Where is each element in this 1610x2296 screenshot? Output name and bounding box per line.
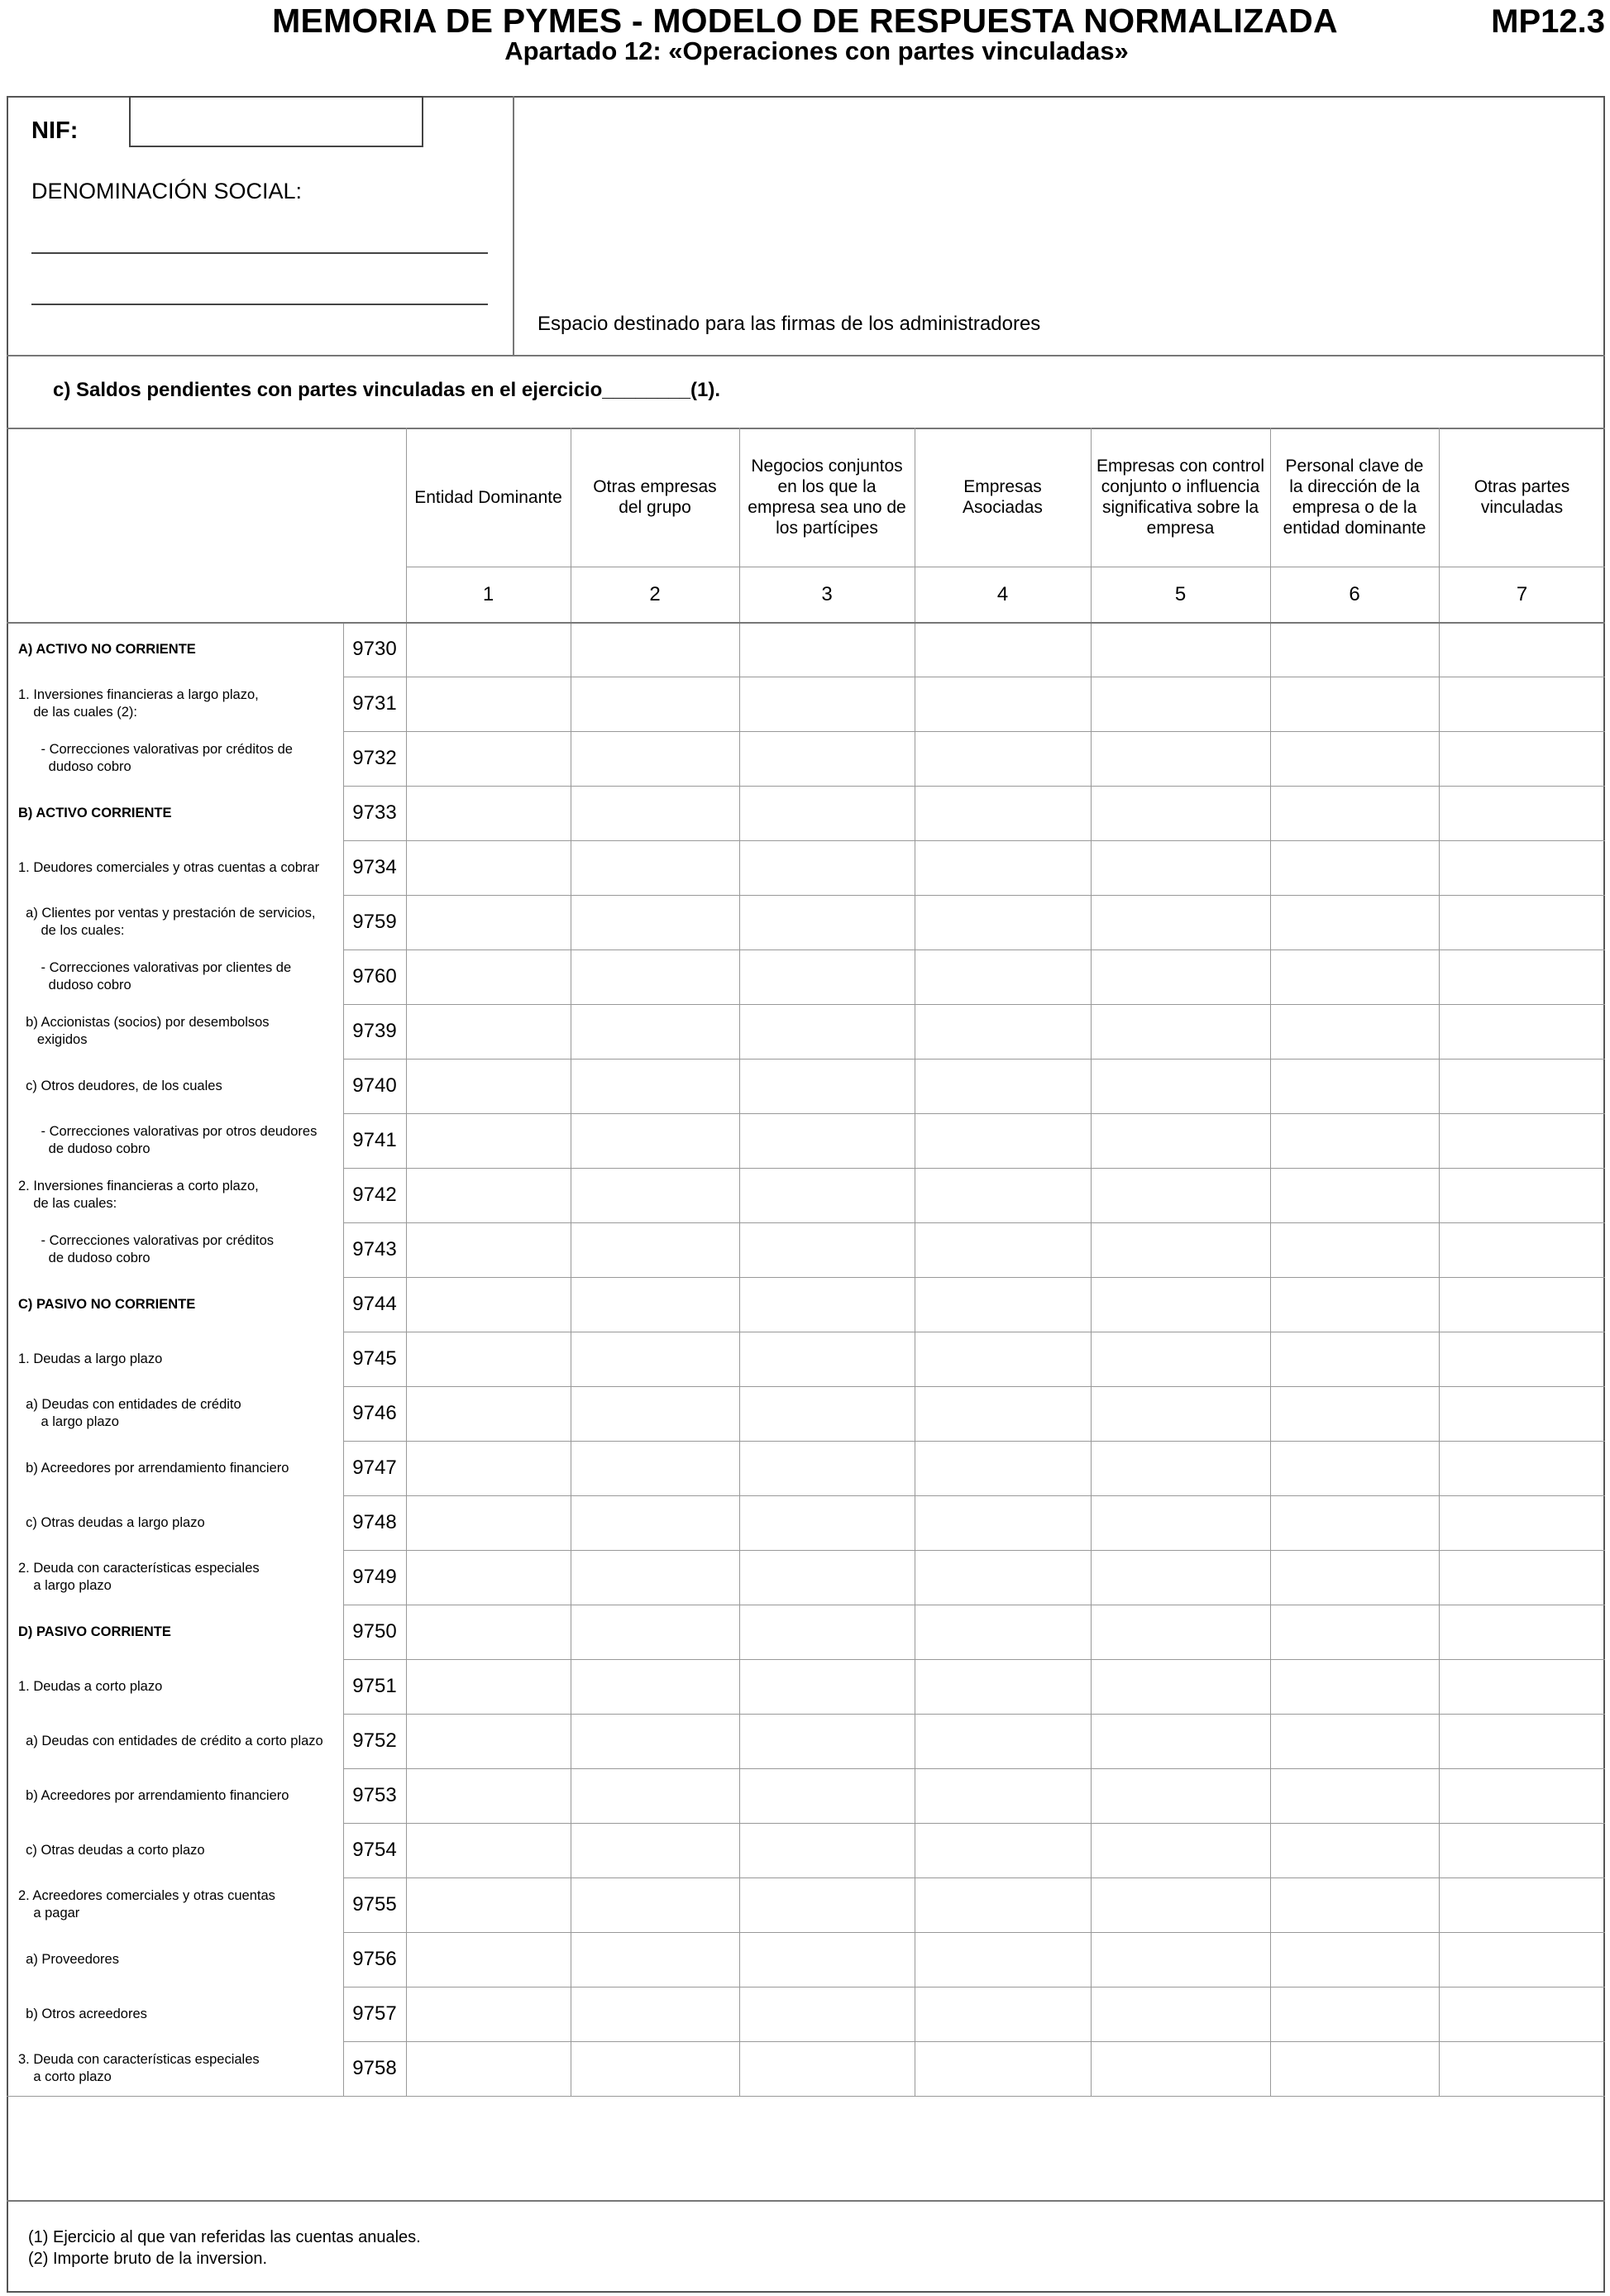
- column-number-2: 2: [649, 582, 661, 605]
- row-code: 9752: [352, 1729, 397, 1752]
- table-cell-input[interactable]: [1091, 1441, 1270, 1495]
- row-label: c) Otras deudas a corto plazo: [18, 1842, 205, 1858]
- row-code: 9740: [352, 1074, 397, 1097]
- table-cell-input[interactable]: [1439, 1932, 1605, 1987]
- row-code: 9733: [352, 801, 397, 824]
- table-cell-input[interactable]: [1270, 731, 1439, 786]
- table-cell-input[interactable]: [1091, 1932, 1270, 1987]
- table-cell-input[interactable]: [1091, 731, 1270, 786]
- table-cell-input[interactable]: [739, 949, 915, 1004]
- row-label: a) Proveedores: [18, 1951, 119, 1967]
- table-cell-input[interactable]: [1270, 2041, 1439, 2096]
- table-cell-input[interactable]: [1270, 1495, 1439, 1550]
- table-cell-input[interactable]: [571, 786, 739, 840]
- footnotes-top-border: [7, 2200, 1605, 2202]
- column-number-3: 3: [821, 582, 833, 605]
- table-cell-input[interactable]: [1091, 895, 1270, 949]
- row-code: 9745: [352, 1347, 397, 1370]
- table-cell-input[interactable]: [571, 1332, 739, 1386]
- form-code: MP12.3: [1491, 3, 1605, 40]
- table-cell-input[interactable]: [406, 1168, 571, 1222]
- table-cell-input[interactable]: [915, 895, 1091, 949]
- table-cell-input[interactable]: [739, 1495, 915, 1550]
- table-cell-input[interactable]: [915, 1987, 1091, 2041]
- row-label: a) Clientes por ventas y prestación de servicios, de los cuales:: [26, 906, 316, 938]
- row-code: 9753: [352, 1784, 397, 1806]
- table-cell-input[interactable]: [1091, 1987, 1270, 2041]
- table-cell-input[interactable]: [1270, 1168, 1439, 1222]
- table-cell-input[interactable]: [739, 895, 915, 949]
- table-cell-input[interactable]: [915, 1222, 1091, 1277]
- row-code: 9758: [352, 2057, 397, 2079]
- table-cell-input[interactable]: [915, 1441, 1091, 1495]
- table-cell-input[interactable]: [571, 895, 739, 949]
- table-cell-input[interactable]: [1270, 1823, 1439, 1877]
- row-label: a) Deudas con entidades de crédito a corto plazo: [18, 1733, 323, 1748]
- table-cell-input[interactable]: [1270, 1386, 1439, 1441]
- table-cell-input[interactable]: [406, 1059, 571, 1113]
- table-cell-input[interactable]: [1091, 1605, 1270, 1659]
- table-cell-input[interactable]: [406, 1113, 571, 1168]
- table-cell-input[interactable]: [571, 1823, 739, 1877]
- section-title: c) Saldos pendientes con partes vinculadas en el ejercicio________(1).: [53, 379, 721, 401]
- table-cell-input[interactable]: [739, 1332, 915, 1386]
- table-cell-input[interactable]: [1439, 786, 1605, 840]
- table-cell-input[interactable]: [915, 1823, 1091, 1877]
- table-cell-input[interactable]: [1091, 1877, 1270, 1932]
- table-cell-input[interactable]: [1439, 1823, 1605, 1877]
- table-cell-input[interactable]: [406, 1768, 571, 1823]
- table-cell-input[interactable]: [406, 2041, 571, 2096]
- table-cell-input[interactable]: [571, 1059, 739, 1113]
- table-cell-input[interactable]: [915, 840, 1091, 895]
- table-cell-input[interactable]: [571, 731, 739, 786]
- column-header-6: Personal clave de la dirección de la empresa o de la entidad dominante: [1283, 457, 1426, 538]
- table-cell-input[interactable]: [406, 622, 571, 677]
- table-cell-input[interactable]: [1091, 1113, 1270, 1168]
- column-number-6: 6: [1349, 582, 1360, 605]
- row-code: 9739: [352, 1020, 397, 1042]
- column-header-2: Otras empresas del grupo: [593, 477, 717, 517]
- table-cell-input[interactable]: [571, 1222, 739, 1277]
- table-cell-input[interactable]: [1091, 1222, 1270, 1277]
- table-cell-input[interactable]: [406, 1714, 571, 1768]
- row-label: b) Acreedores por arrendamiento financiero: [18, 1460, 289, 1476]
- table-cell-input[interactable]: [1091, 1714, 1270, 1768]
- table-cell-input[interactable]: [1439, 840, 1605, 895]
- table-cell-input[interactable]: [739, 1605, 915, 1659]
- table-cell-input[interactable]: [739, 1441, 915, 1495]
- table-cell-input[interactable]: [1091, 1659, 1270, 1714]
- row-code: 9730: [352, 638, 397, 660]
- table-cell-input[interactable]: [1091, 840, 1270, 895]
- row-label: 2. Acreedores comerciales y otras cuentas a pagar: [18, 1888, 275, 1921]
- table-cell-input[interactable]: [739, 1768, 915, 1823]
- table-cell-input[interactable]: [1270, 1987, 1439, 2041]
- table-cell-input[interactable]: [915, 1768, 1091, 1823]
- table-cell-input[interactable]: [739, 1386, 915, 1441]
- table-cell-input[interactable]: [1091, 677, 1270, 731]
- table-cell-input[interactable]: [915, 1059, 1091, 1113]
- row-code: 9731: [352, 692, 397, 715]
- table-cell-input[interactable]: [739, 1113, 915, 1168]
- table-cell-input[interactable]: [1270, 895, 1439, 949]
- table-cell-input[interactable]: [739, 1932, 915, 1987]
- table-cell-input[interactable]: [571, 1168, 739, 1222]
- table-cell-input[interactable]: [915, 1714, 1091, 1768]
- row-label: c) Otras deudas a largo plazo: [18, 1514, 205, 1530]
- column-header-7: Otras partes vinculadas: [1474, 477, 1570, 517]
- row-label: 2. Deuda con características especiales a largo plazo: [18, 1561, 260, 1593]
- table-cell-input[interactable]: [571, 949, 739, 1004]
- table-cell-input[interactable]: [571, 1714, 739, 1768]
- row-label: B) ACTIVO CORRIENTE: [18, 805, 172, 820]
- table-cell-input[interactable]: [406, 949, 571, 1004]
- table-cell-input[interactable]: [406, 1823, 571, 1877]
- table-cell-input[interactable]: [915, 1550, 1091, 1605]
- table-cell-input[interactable]: [915, 1877, 1091, 1932]
- table-cell-input[interactable]: [1439, 1277, 1605, 1332]
- page-title: MEMORIA DE PYMES - MODELO DE RESPUESTA NORMALIZADA: [272, 2, 1338, 40]
- table-cell-input[interactable]: [1091, 1495, 1270, 1550]
- nif-field[interactable]: [129, 96, 423, 147]
- row-code: 9743: [352, 1238, 397, 1260]
- table-cell-input[interactable]: [1439, 1714, 1605, 1768]
- table-cell-input[interactable]: [1439, 1768, 1605, 1823]
- row-code: 9732: [352, 747, 397, 769]
- table-cell-input[interactable]: [1270, 1004, 1439, 1059]
- table-cell-input[interactable]: [1270, 840, 1439, 895]
- row-label: 3. Deuda con características especiales a corto plazo: [18, 2052, 260, 2084]
- table-cell-input[interactable]: [1270, 622, 1439, 677]
- table-cell-input[interactable]: [571, 1386, 739, 1441]
- table-cell-input[interactable]: [739, 1550, 915, 1605]
- table-cell-input[interactable]: [1439, 1222, 1605, 1277]
- row-label: b) Acreedores por arrendamiento financiero: [18, 1787, 289, 1803]
- table-cell-input[interactable]: [406, 1659, 571, 1714]
- table-cell-input[interactable]: [571, 840, 739, 895]
- table-cell-input[interactable]: [406, 1550, 571, 1605]
- table-cell-input[interactable]: [1270, 1714, 1439, 1768]
- table-cell-input[interactable]: [915, 1605, 1091, 1659]
- table-cell-input[interactable]: [1091, 1550, 1270, 1605]
- row-label: a) Deudas con entidades de crédito a largo plazo: [26, 1397, 241, 1429]
- row-code: 9742: [352, 1184, 397, 1206]
- table-cell-input[interactable]: [739, 1059, 915, 1113]
- table-cell-input[interactable]: [915, 1332, 1091, 1386]
- table-cell-input[interactable]: [1439, 1877, 1605, 1932]
- table-cell-input[interactable]: [1439, 677, 1605, 731]
- table-cell-input[interactable]: [915, 786, 1091, 840]
- table-cell-input[interactable]: [1439, 622, 1605, 677]
- table-cell-input[interactable]: [571, 1277, 739, 1332]
- table-cell-input[interactable]: [571, 1659, 739, 1714]
- table-cell-input[interactable]: [406, 1222, 571, 1277]
- column-number-4: 4: [996, 582, 1009, 605]
- table-cell-input[interactable]: [571, 1550, 739, 1605]
- table-cell-input[interactable]: [571, 1495, 739, 1550]
- column-header-3: Negocios conjuntos en los que la empresa sea uno de los partícipes: [748, 457, 906, 538]
- column-header-4: Empresas Asociadas: [963, 477, 1043, 517]
- table-cell-input[interactable]: [1439, 731, 1605, 786]
- table-cell-input[interactable]: [571, 2041, 739, 2096]
- row-label: b) Accionistas (socios) por desembolsos exigidos: [26, 1015, 270, 1047]
- table-cell-input[interactable]: [739, 1714, 915, 1768]
- table-cell-input[interactable]: [1270, 1113, 1439, 1168]
- row-code: 9759: [352, 911, 397, 933]
- denominacion-line-1[interactable]: [31, 252, 488, 254]
- row-label: D) PASIVO CORRIENTE: [18, 1624, 171, 1639]
- table-cell-input[interactable]: [1439, 1659, 1605, 1714]
- table-cell-input[interactable]: [1091, 2041, 1270, 2096]
- row-label: C) PASIVO NO CORRIENTE: [18, 1296, 196, 1312]
- column-header-5: Empresas con control conjunto o influencia significativa sobre la empresa: [1096, 457, 1265, 538]
- table-cell-input[interactable]: [1439, 1550, 1605, 1605]
- row-code: 9746: [352, 1402, 397, 1424]
- table-cell-input[interactable]: [406, 1877, 571, 1932]
- table-cell-input[interactable]: [739, 622, 915, 677]
- table-cell-input[interactable]: [1270, 949, 1439, 1004]
- table-cell-input[interactable]: [1091, 1004, 1270, 1059]
- table-cell-input[interactable]: [571, 1004, 739, 1059]
- row-code: 9760: [352, 965, 397, 988]
- table-cell-input[interactable]: [739, 1222, 915, 1277]
- id-bottom-border: [7, 355, 1605, 356]
- table-cell-input[interactable]: [915, 1659, 1091, 1714]
- table-cell-input[interactable]: [406, 786, 571, 840]
- table-cell-input[interactable]: [571, 1768, 739, 1823]
- table-cell-input[interactable]: [1091, 1768, 1270, 1823]
- table-cell-input[interactable]: [1270, 1441, 1439, 1495]
- table-cell-input[interactable]: [406, 731, 571, 786]
- table-cell-input[interactable]: [1091, 1332, 1270, 1386]
- column-number-7: 7: [1516, 582, 1528, 605]
- row-label: 1. Inversiones financieras a largo plazo, de las cuales (2):: [18, 687, 259, 720]
- table-cell-input[interactable]: [739, 1168, 915, 1222]
- table-cell-input[interactable]: [406, 1277, 571, 1332]
- column-number-5: 5: [1174, 582, 1187, 605]
- row-label: 1. Deudas a corto plazo: [18, 1678, 163, 1694]
- table-cell-input[interactable]: [406, 1332, 571, 1386]
- table-cell-input[interactable]: [1270, 1059, 1439, 1113]
- table-cell-input[interactable]: [1091, 949, 1270, 1004]
- page-subtitle: Apartado 12: «Operaciones con partes vinculadas»: [504, 36, 1129, 65]
- table-cell-input[interactable]: [406, 1004, 571, 1059]
- table-row-divider: [7, 2096, 1605, 2097]
- table-cell-input[interactable]: [571, 1605, 739, 1659]
- row-code: 9734: [352, 856, 397, 878]
- table-cell-input[interactable]: [739, 1823, 915, 1877]
- table-cell-input[interactable]: [1439, 1441, 1605, 1495]
- table-cell-input[interactable]: [406, 895, 571, 949]
- row-code: 9754: [352, 1839, 397, 1861]
- table-cell-input[interactable]: [406, 677, 571, 731]
- column-number-1: 1: [482, 582, 494, 605]
- row-label: - Correcciones valorativas por créditos de dudoso cobro: [41, 742, 293, 774]
- table-cell-input[interactable]: [1439, 1386, 1605, 1441]
- table-cell-input[interactable]: [739, 786, 915, 840]
- table-cell-input[interactable]: [739, 677, 915, 731]
- row-label: - Correcciones valorativas por clientes de dudoso cobro: [41, 960, 292, 993]
- row-code: 9755: [352, 1893, 397, 1916]
- table-cell-input[interactable]: [1439, 2041, 1605, 2096]
- row-code: 9749: [352, 1566, 397, 1588]
- table-cell-input[interactable]: [915, 1386, 1091, 1441]
- table-cell-input[interactable]: [1270, 1332, 1439, 1386]
- row-code: 9756: [352, 1948, 397, 1970]
- table-cell-input[interactable]: [1091, 1277, 1270, 1332]
- table-cell-input[interactable]: [571, 1987, 739, 2041]
- row-label: - Correcciones valorativas por otros deudores de dudoso cobro: [41, 1124, 318, 1156]
- row-code: 9744: [352, 1293, 397, 1315]
- table-cell-input[interactable]: [406, 1386, 571, 1441]
- table-cell-input[interactable]: [1439, 1059, 1605, 1113]
- row-code: 9748: [352, 1511, 397, 1533]
- table-cell-input[interactable]: [915, 731, 1091, 786]
- table-cell-input[interactable]: [571, 1113, 739, 1168]
- row-label: c) Otros deudores, de los cuales: [18, 1078, 222, 1093]
- footnote-1: (1) Ejercicio al que van referidas las cuentas anuales.: [28, 2228, 421, 2246]
- table-cell-input[interactable]: [739, 2041, 915, 2096]
- table-cell-input[interactable]: [406, 1495, 571, 1550]
- row-label: 1. Deudas a largo plazo: [18, 1351, 163, 1366]
- table-cell-input[interactable]: [739, 1659, 915, 1714]
- table-cell-input[interactable]: [571, 677, 739, 731]
- id-divider: [513, 96, 514, 356]
- table-cell-input[interactable]: [1091, 1823, 1270, 1877]
- table-cell-input[interactable]: [1439, 1332, 1605, 1386]
- table-cell-input[interactable]: [1270, 1768, 1439, 1823]
- row-code: 9747: [352, 1457, 397, 1479]
- table-cell-input[interactable]: [739, 840, 915, 895]
- row-code: 9750: [352, 1620, 397, 1643]
- table-cell-input[interactable]: [1270, 1932, 1439, 1987]
- table-cell-input[interactable]: [1270, 1877, 1439, 1932]
- table-cell-input[interactable]: [1270, 1659, 1439, 1714]
- table-cell-input[interactable]: [915, 1277, 1091, 1332]
- table-cell-input[interactable]: [739, 1987, 915, 2041]
- table-cell-input[interactable]: [406, 840, 571, 895]
- table-cell-input[interactable]: [1439, 1113, 1605, 1168]
- table-cell-input[interactable]: [406, 1987, 571, 2041]
- table-cell-input[interactable]: [571, 1932, 739, 1987]
- table-cell-input[interactable]: [571, 622, 739, 677]
- table-cell-input[interactable]: [915, 1168, 1091, 1222]
- table-cell-input[interactable]: [1439, 895, 1605, 949]
- table-cell-input[interactable]: [1091, 786, 1270, 840]
- row-label: - Correcciones valorativas por créditos de dudoso cobro: [41, 1233, 275, 1265]
- table-cell-input[interactable]: [1270, 786, 1439, 840]
- table-cell-input[interactable]: [1439, 1495, 1605, 1550]
- table-cell-input[interactable]: [915, 677, 1091, 731]
- row-label: A) ACTIVO NO CORRIENTE: [18, 641, 196, 657]
- table-cell-input[interactable]: [1091, 1386, 1270, 1441]
- table-cell-input[interactable]: [915, 2041, 1091, 2096]
- table-cell-input[interactable]: [1091, 622, 1270, 677]
- table-cell-input[interactable]: [915, 1495, 1091, 1550]
- denominacion-label: DENOMINACIÓN SOCIAL:: [31, 179, 303, 203]
- table-cell-input[interactable]: [406, 1932, 571, 1987]
- table-cell-input[interactable]: [739, 1877, 915, 1932]
- table-cell-input[interactable]: [1091, 1168, 1270, 1222]
- table-cell-input[interactable]: [739, 1004, 915, 1059]
- signature-space-label: Espacio destinado para las firmas de los administradores: [537, 313, 1041, 335]
- column-header-1: Entidad Dominante: [414, 487, 562, 507]
- row-label: 1. Deudores comerciales y otras cuentas a cobrar: [18, 859, 320, 875]
- table-cell-input[interactable]: [915, 1113, 1091, 1168]
- table-cell-input[interactable]: [571, 1441, 739, 1495]
- table-cell-input[interactable]: [915, 1932, 1091, 1987]
- table-cell-input[interactable]: [1270, 1222, 1439, 1277]
- table-cell-input[interactable]: [1439, 1168, 1605, 1222]
- table-cell-input[interactable]: [915, 1004, 1091, 1059]
- row-label: 2. Inversiones financieras a corto plazo, de las cuales:: [18, 1179, 259, 1211]
- table-cell-input[interactable]: [1270, 1605, 1439, 1659]
- table-cell-input[interactable]: [1270, 1550, 1439, 1605]
- table-cell-input[interactable]: [1270, 1277, 1439, 1332]
- table-cell-input[interactable]: [1439, 1605, 1605, 1659]
- table-cell-input[interactable]: [406, 1441, 571, 1495]
- nif-label: NIF:: [31, 117, 79, 144]
- row-code: 9757: [352, 2002, 397, 2025]
- row-code: 9751: [352, 1675, 397, 1697]
- row-code: 9741: [352, 1129, 397, 1151]
- table-cell-input[interactable]: [739, 1277, 915, 1332]
- table-cell-input[interactable]: [571, 1877, 739, 1932]
- footnote-2: (2) Importe bruto de la inversion.: [28, 2250, 268, 2268]
- table-cell-input[interactable]: [915, 949, 1091, 1004]
- row-label: b) Otros acreedores: [18, 2006, 147, 2021]
- table-cell-input[interactable]: [1439, 949, 1605, 1004]
- table-cell-input[interactable]: [915, 622, 1091, 677]
- table-cell-input[interactable]: [739, 731, 915, 786]
- table-cell-input[interactable]: [1091, 1059, 1270, 1113]
- table-cell-input[interactable]: [1439, 1987, 1605, 2041]
- table-cell-input[interactable]: [406, 1605, 571, 1659]
- table-cell-input[interactable]: [1270, 677, 1439, 731]
- denominacion-line-2[interactable]: [31, 304, 488, 305]
- table-cell-input[interactable]: [1439, 1004, 1605, 1059]
